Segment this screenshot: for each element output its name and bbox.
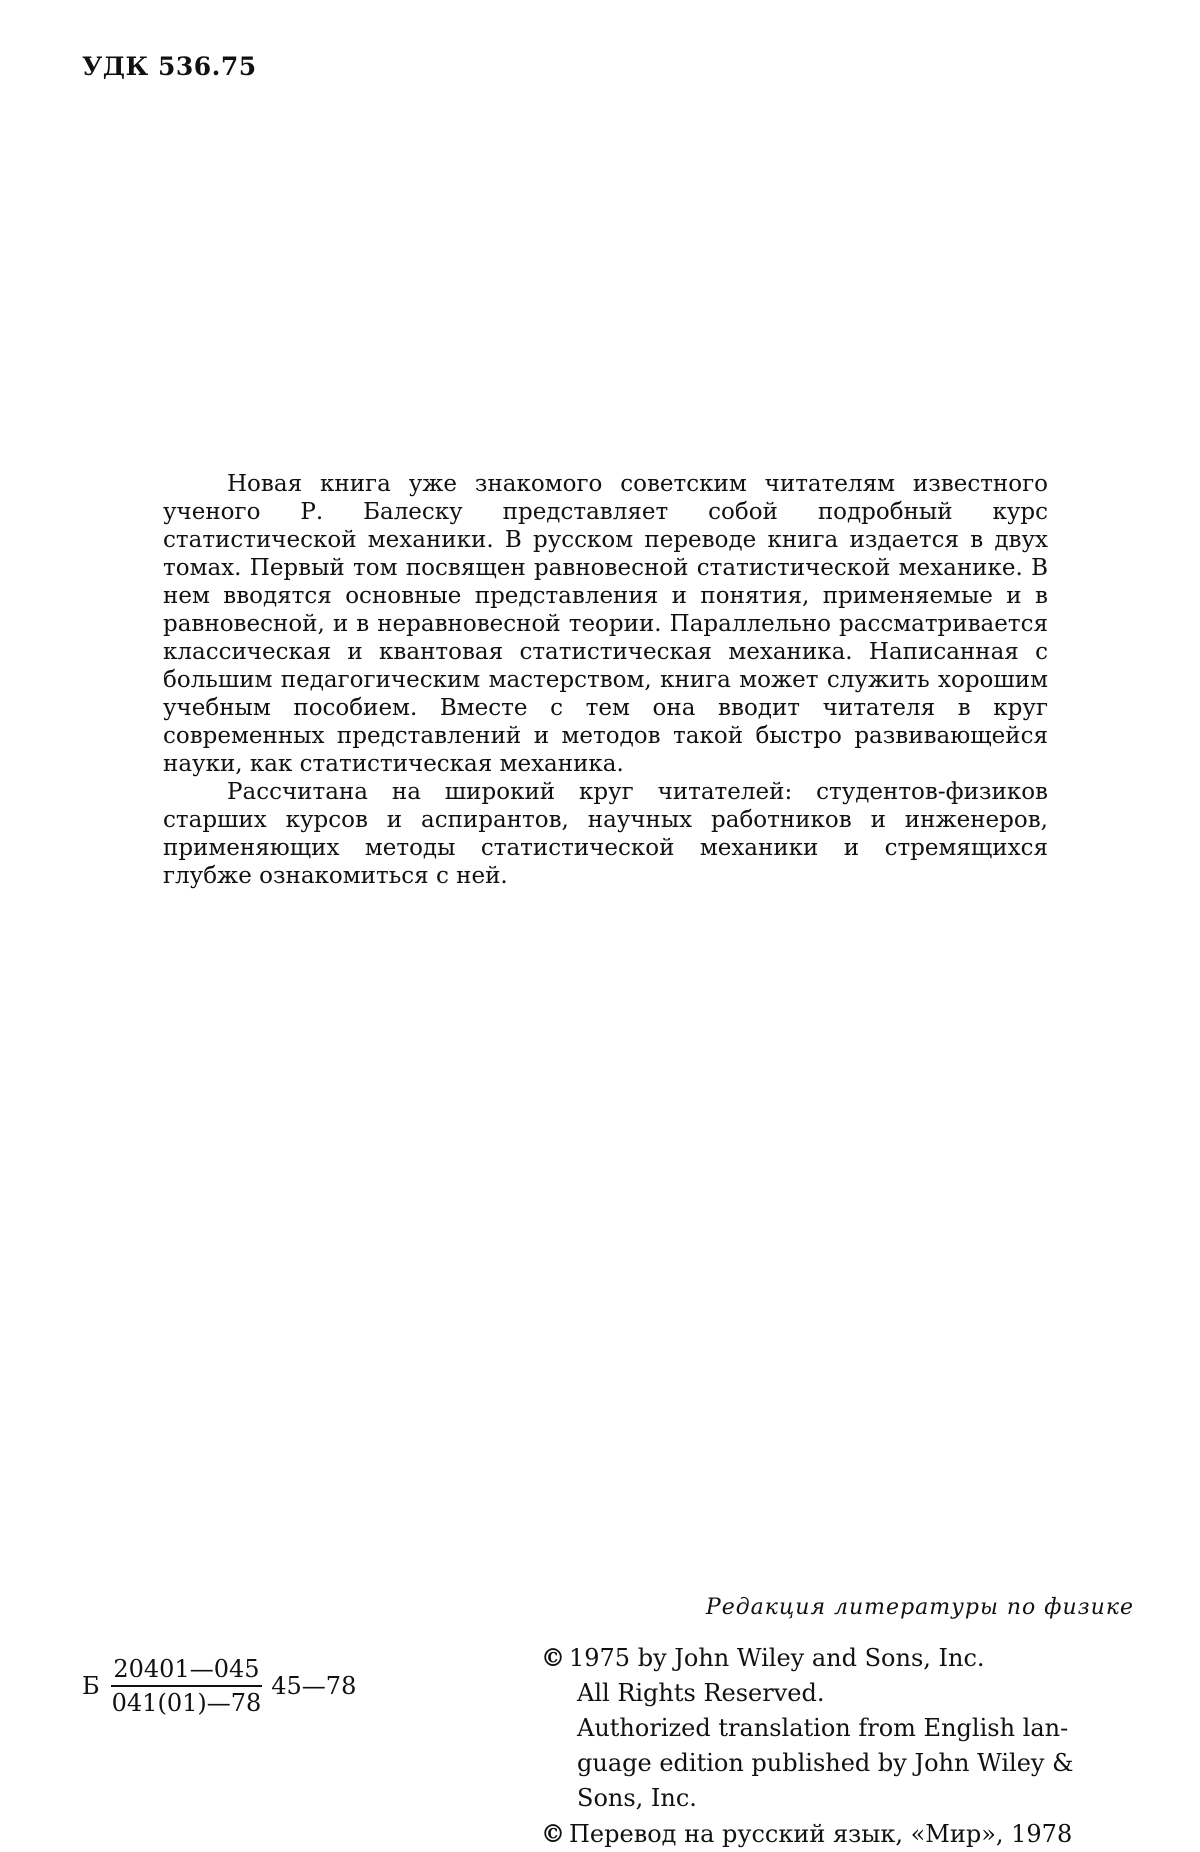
copyright-block <box>541 1640 1141 1852</box>
copyright-text-6: Перевод на русский язык, «Мир», 1978 <box>569 1820 1073 1848</box>
annotation-block <box>163 470 1048 890</box>
copyright-line-1 <box>541 1640 1141 1676</box>
editorial-office: Редакция литературы по физике <box>705 1595 1134 1620</box>
copyright-line-6 <box>541 1816 1141 1852</box>
copyright-icon: © <box>541 1643 565 1672</box>
copyright-icon-2: © <box>541 1819 565 1848</box>
copyright-line-5: Sons, Inc. <box>577 1784 697 1812</box>
copyright-line-4: guage edition published by John Wiley & <box>577 1749 1074 1777</box>
classification-letter: Б <box>82 1672 100 1700</box>
classification-numerator: 20401—045 <box>111 1655 261 1687</box>
copyright-line-3: Authorized translation from English lan- <box>577 1714 1069 1742</box>
classification-fraction <box>110 1655 264 1717</box>
udk-code: УДК 536.75 <box>82 52 257 81</box>
copyright-line-2: All Rights Reserved. <box>577 1679 825 1707</box>
classification-denominator: 041(01)—78 <box>111 1689 262 1717</box>
copyright-text-1: 1975 by John Wiley and Sons, Inc. <box>569 1644 985 1672</box>
annotation-paragraph-1: Новая книга уже знакомого советским читателям известного ученого Р. Балеску представляет собой подробный курс статистической механики. В русском переводе книга издается в двух томах. Первый том посвящен равновесной статистической механике. В нем вводятся основные представления и понятия, применяемые и в равновесной, и в неравновесной теории. Параллельно рассматривается классическая и квантовая статистическая механика. Написанная с большим педагогическим мастерством, книга может служить хорошим учебным пособием. Вместе с тем она вводит читателя в круг современных представлений и методов такой быстро развивающейся науки, как статистическая механика. <box>163 471 1048 777</box>
annotation-paragraph-2: Рассчитана на широкий круг читателей: студентов-физиков старших курсов и аспирантов, научных работников и инженеров, применяющих методы статистической механики и стремящихся глубже ознакомиться с ней. <box>163 779 1048 889</box>
classification-suffix: 45—78 <box>271 1672 357 1700</box>
classification-code <box>82 1655 356 1717</box>
